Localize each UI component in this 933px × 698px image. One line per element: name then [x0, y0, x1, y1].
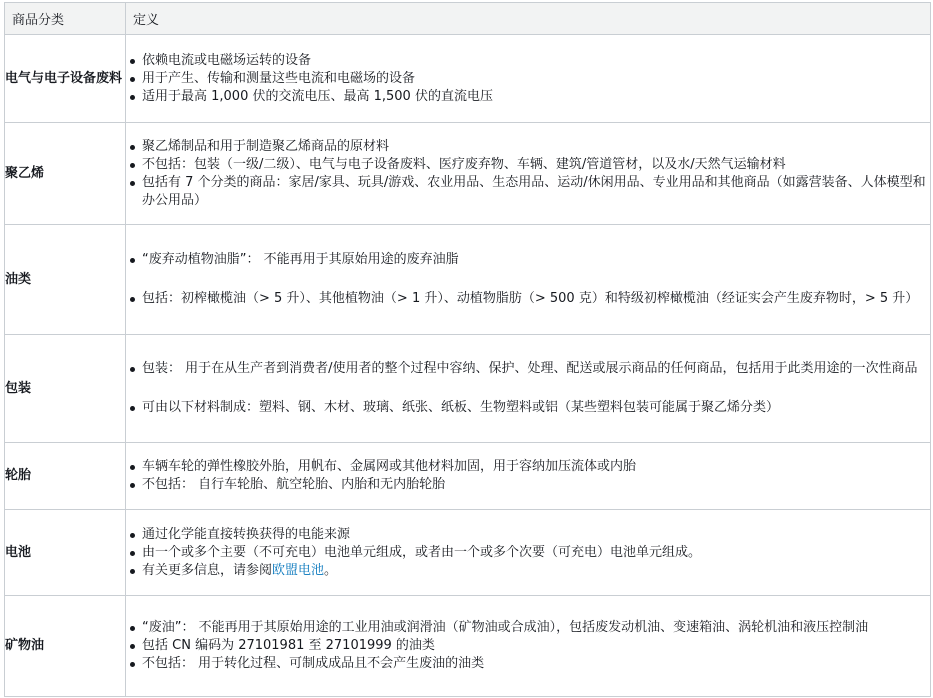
list-item: 依赖电流或电磁场运转的设备 [126, 52, 930, 70]
list-item: 包括：初榨橄榄油（> 5 升）、其他植物油（> 1 升）、动植物脂肪（> 500 克）和特级初榨橄榄油（经证实会产生废弃物时，> 5 升） [126, 290, 930, 308]
header-definition: 定义 [126, 3, 931, 35]
list-item: 包括有 7 个分类的商品：家居/家具、玩具/游戏、农业用品、生态用品、运动/休闲用品、专业用品和其他商品（如露营装备、人体模型和办公用品） [126, 174, 930, 210]
more-info-text: 有关更多信息，请参阅 [142, 562, 273, 578]
definition-cell [126, 596, 931, 697]
category-cell: 矿物油 [5, 596, 126, 697]
list-item: 不包括： 用于转化过程、可制成成品且不会产生废油的油类 [126, 655, 930, 673]
table-row [5, 335, 931, 443]
eu-batteries-link[interactable]: 欧盟电池 [272, 562, 325, 578]
link-suffix: 。 [324, 562, 338, 578]
definition-list [126, 251, 930, 308]
list-item: 包装： 用于在从生产者到消费者/使用者的整个过程中容纳、保护、处理、配送或展示商品的任何商品，包括用于此类用途的一次性商品 [126, 360, 930, 378]
list-item: 由一个或多个主要（不可充电）电池单元组成，或者由一个或多个次要（可充电）电池单元组成。 [126, 544, 930, 562]
definition-list [126, 52, 930, 106]
category-cell: 聚乙烯 [5, 123, 126, 225]
list-item: “废弃动植物油脂”： 不能再用于其原始用途的废弃油脂 [126, 251, 930, 269]
definition-cell [126, 225, 931, 335]
list-item: 不包括：包装（一级/二级）、电气与电子设备废料、医疗废弃物、车辆、建筑/管道管材，以及水/天然气运输材料 [126, 156, 930, 174]
definition-cell [126, 510, 931, 596]
list-item: “废油”： 不能再用于其原始用途的工业用油或润滑油（矿物油或合成油），包括废发动机油、变速箱油、涡轮机油和液压控制油 [126, 619, 930, 637]
list-item: 用于产生、传输和测量这些电流和电磁场的设备 [126, 70, 930, 88]
definition-cell [126, 335, 931, 443]
table-row [5, 443, 931, 510]
list-item: 聚乙烯制品和用于制造聚乙烯商品的原材料 [126, 138, 930, 156]
category-cell: 轮胎 [5, 443, 126, 510]
list-item: 可由以下材料制成：塑料、钢、木材、玻璃、纸张、纸板、生物塑料或铝（某些塑料包装可能属于聚乙烯分类） [126, 399, 930, 417]
category-cell: 包装 [5, 335, 126, 443]
table-row [5, 510, 931, 596]
table-row [5, 123, 931, 225]
table-row [5, 596, 931, 697]
table-row [5, 225, 931, 335]
definition-list [126, 526, 930, 580]
category-cell: 电池 [5, 510, 126, 596]
header-category: 商品分类 [5, 3, 126, 35]
list-item: 通过化学能直接转换获得的电能来源 [126, 526, 930, 544]
definition-list [126, 138, 930, 210]
table-header-row [5, 3, 931, 35]
list-item [126, 562, 930, 580]
list-item: 车辆车轮的弹性橡胶外胎，用帆布、金属网或其他材料加固，用于容纳加压流体或内胎 [126, 458, 930, 476]
definition-cell [126, 35, 931, 123]
definition-cell [126, 443, 931, 510]
definition-list [126, 458, 930, 494]
table-row [5, 35, 931, 123]
definition-cell [126, 123, 931, 225]
definition-list [126, 360, 930, 417]
list-item: 包括 CN 编码为 27101981 至 27101999 的油类 [126, 637, 930, 655]
list-item: 不包括： 自行车轮胎、航空轮胎、内胎和无内胎轮胎 [126, 476, 930, 494]
definition-list [126, 619, 930, 673]
product-category-table [4, 2, 931, 697]
category-cell: 油类 [5, 225, 126, 335]
list-item: 适用于最高 1,000 伏的交流电压、最高 1,500 伏的直流电压 [126, 88, 930, 106]
category-cell: 电气与电子设备废料 [5, 35, 126, 123]
